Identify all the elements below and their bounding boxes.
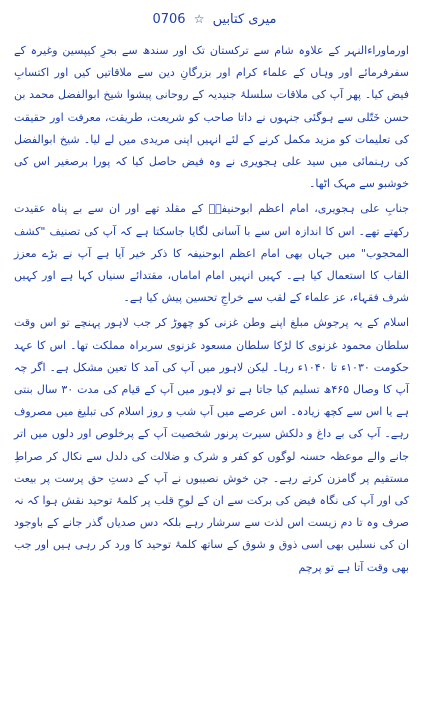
article-body bbox=[14, 40, 409, 579]
paragraph-2: جنابِ علی ہجویری، امام اعظم ابوحنیفہؒ کے مقلد تھے اور ان سے بے پناہ عقیدت رکھتے تھے۔ اس کا اندازہ اس سے با آسانی لگایا جاسکتا ہے کہ آپ کی تصنیف "کشف المحجوب" میں جہاں بھی امام اعظم ابوحنیفہ کا ذکر خیر آیا ہے آپ نے بڑے معزز القاب کا استعمال کیا ہے۔ کہیں انہیں امام اماماں، مقتدائے سنیاں کہا ہے اور کہیں شرف فقہاء، عز علماء کے لقب سے خراجِ تحسین پیش کیا ہے۔ bbox=[14, 202, 409, 305]
paragraph-3: اسلام کے یہ پرجوش مبلغ اپنے وطن غزنی کو چھوڑ کر جب لاہور پہنچے تو اس وقت سلطان محمود غزنوی کا لڑکا سلطان مسعود غزنوی سربراہ مملکت تھا۔ اس کا عہد حکومت ۱۰۳۰ء تا ۱۰۴۰ء رہا۔ لیکن لاہور میں آپ کی آمد کا تعین مشکل ہے۔ اگر چہ آپ کا وصال ۴۶۵ھ تسلیم کیا جاتا ہے تو لاہور میں آپ کے قیام کی مدت ۳۰ سال بنتی ہے یا اس سے کچھ زیادہ۔ اس عرصے میں آپ شب و روز اسلام کی تبلیغ میں مصروف رہے۔ آپ کی بے داغ و دلکش سیرت پرنور شخصیت آپ کے پرخلوص اور دلوں میں اتر جانے والے موعظہ حسنہ لوگوں کو کفر و شرک و ضلالت کی دلدل سے نکال کر صراطِ مستقیم پر گامزن کرتے رہے۔ جن خوش نصیبوں نے آپ کے دستِ حق پرست پر بیعت کی اور آپ کی نگاہ فیض کی برکت سے ان کے لوحِ قلب پر کلمۂ توحید نقش ہوا کہ نہ صرف وہ تا دم زیست اس لذت سے سرشار رہے بلکہ دس صدیاں گذر جانے کے باوجود ان کی نسلیں بھی اسی ذوق و شوق کے ساتھ کلمۂ توحید کا ورد کر رہی ہیں اور جب بھی وقت آتا ہے تو پرچم bbox=[14, 316, 409, 574]
star-icon: ☆ bbox=[193, 12, 205, 26]
page-number: 0706 bbox=[152, 12, 186, 27]
paragraph-1: اورماوراءالنہر کے علاوہ شام سے ترکستان تک اور سندھ سے بحرِ کیپسین وغیرہ کے سفرفرمائے اور وہاں کے علماء کرام اور بزرگانِ دین سے ملاقاتیں کیں اور اکتسابِ فیض کیا۔ پھر آپ کی ملاقات سلسلۂ جنیدیہ کے روحانی پیشوا شیخ ابوالفضل محمد بن حسن خَتّلی سے ہوگئی جنہوں نے داتا صاحب کو شریعت، طریقت، معرفت اور حقیقت کی تعلیمات کو مزید مکمل کرنے کے لئے انہیں اپنی مریدی میں لے لیا۔ شیخ ابوالفضل کی رہنمائی میں سید علی ہجویری نے وہ فیض حاصل کیا کہ پورا برصغیر اس کی خوشبو سے مہک اٹھا۔ bbox=[14, 44, 409, 191]
book-title: میری کتابیں bbox=[212, 12, 277, 27]
page-header bbox=[14, 10, 409, 32]
